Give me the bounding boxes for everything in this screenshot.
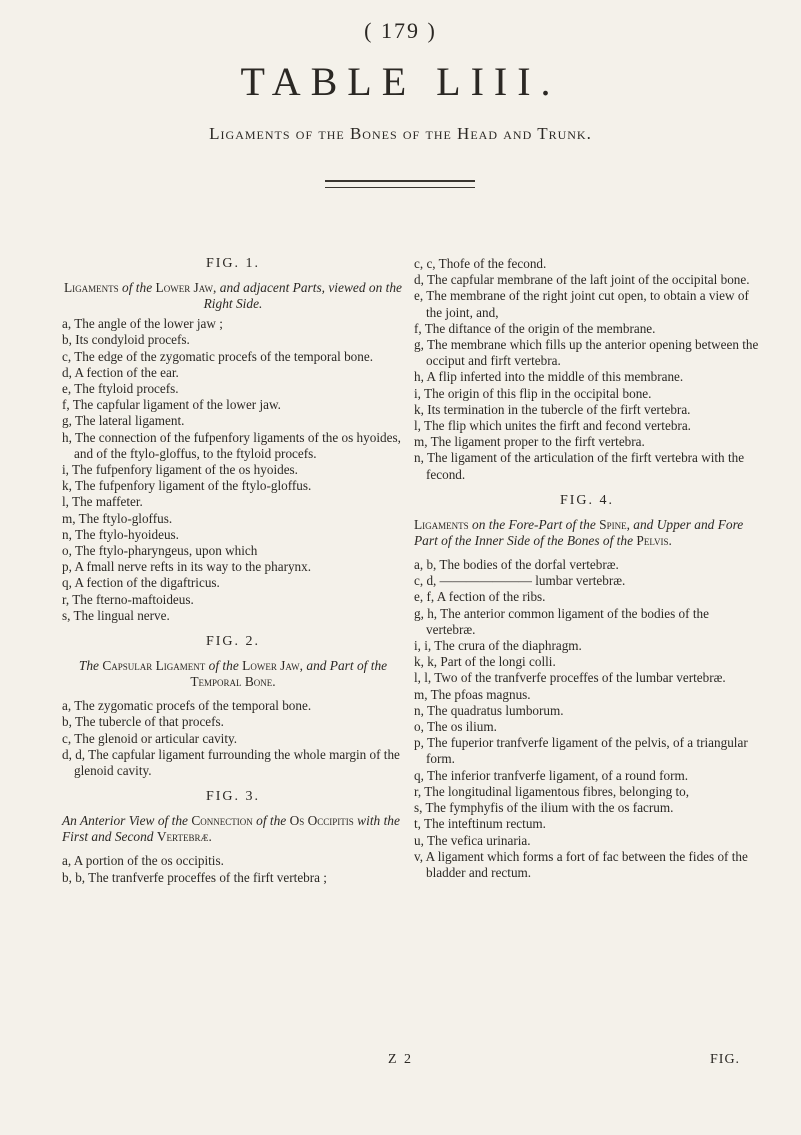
- list-item: c, c, Thofe of the fecond.: [414, 256, 547, 271]
- list-item: v, A ligament which forms a fort of fac between the fides of the bladder and rectum.: [414, 848, 748, 880]
- fig2-heading-caps: Capsular Ligament: [102, 658, 206, 674]
- fig4-label: FIG. 4.: [559, 492, 615, 508]
- list-item: c, The edge of the zygomatic procefs of the temporal bone.: [62, 348, 374, 364]
- list-item: n, The quadratus lumborum.: [414, 702, 564, 718]
- list-item: a, b, The bodies of the dorfal vertebræ.: [414, 557, 619, 573]
- fig4-heading-on: on the Fore-Part of the: [472, 517, 596, 533]
- list-item: e, The membrane of the right joint cut open, to obtain a view of the joint, and,: [414, 288, 749, 320]
- list-item: f, The capfular ligament of the lower jaw.: [62, 397, 281, 413]
- title-rule: [325, 180, 475, 188]
- list-item: i, i, The crura of the diaphragm.: [414, 638, 582, 654]
- fig3-heading-caps3: Vertebræ.: [156, 829, 212, 845]
- fig1-heading: [62, 280, 404, 312]
- list-item: p, A fmall nerve refts in its way to the pharynx.: [62, 559, 312, 575]
- right-column: [414, 256, 760, 881]
- list-item: a, The zygomatic procefs of the temporal bone.: [62, 698, 312, 714]
- fig4-heading-and: and Upper and Fore Part of the Inner Side of the Bones of the: [414, 517, 744, 549]
- fig2-heading-of: of the: [208, 658, 239, 674]
- list-item: e, f, A fection of the ribs.: [414, 589, 546, 605]
- fig3-list-left: [62, 853, 404, 885]
- list-item: d, The capfular membrane of the laft joint of the occipital bone.: [414, 272, 750, 288]
- page-subtitle: Ligaments of the Bones of the Head and Trunk.: [209, 124, 592, 143]
- list-item: f, The diftance of the origin of the membrane.: [414, 320, 656, 336]
- list-item: m, The ftylo-gloffus.: [62, 510, 173, 526]
- list-item: r, The fterno-maftoideus.: [62, 591, 194, 607]
- list-item: b, b, The tranfverfe proceffes of the firft vertebra ;: [62, 869, 327, 885]
- list-item: l, The maffeter.: [62, 494, 143, 510]
- list-item: b, The tubercle of that procefs.: [62, 714, 224, 730]
- page-number: ( 179 ): [364, 18, 437, 43]
- list-item: q, A fection of the digaftricus.: [62, 575, 220, 591]
- list-item: o, The os ilium.: [414, 719, 497, 735]
- list-item: c, d, ——————— lumbar vertebræ.: [414, 573, 626, 589]
- left-column: [62, 256, 404, 886]
- signature-mark: Z 2: [388, 1052, 414, 1067]
- list-item: d, A fection of the ear.: [62, 364, 179, 380]
- list-item: g, The lateral ligament.: [62, 413, 185, 429]
- fig1-heading-rest: and adjacent Parts, viewed on the Right Side.: [203, 280, 402, 312]
- fig2-heading-caps3: Temporal Bone.: [190, 674, 276, 690]
- fig3-heading-caps2: Os Occipitis: [289, 813, 354, 829]
- list-item: i, The origin of this flip in the occipital bone.: [414, 385, 652, 401]
- list-item: o, The ftylo-pharyngeus, upon which: [62, 543, 258, 559]
- list-item: h, The connection of the fufpenfory ligaments of the os hyoides, and of the ftylo-gloffus, to the ftyloid procefs.: [62, 429, 401, 461]
- table-title: TABLE LIII.: [240, 59, 561, 104]
- catchword: FIG.: [710, 1052, 741, 1067]
- fig1-heading-of: of the: [122, 280, 153, 296]
- fig4-heading: [414, 517, 760, 549]
- list-item: k, k, Part of the longi colli.: [414, 654, 556, 670]
- fig3-heading-caps: Connection: [191, 813, 253, 829]
- list-item: h, A flip inferted into the middle of this membrane.: [414, 369, 684, 385]
- list-item: a, A portion of the os occipitis.: [62, 853, 224, 869]
- fig2-label: FIG. 2.: [205, 634, 261, 650]
- fig2-list: [62, 698, 404, 779]
- list-item: g, h, The anterior common ligament of the bodies of the vertebræ.: [414, 605, 709, 637]
- list-item: k, Its termination in the tubercle of the firft vertebra.: [414, 401, 691, 417]
- list-item: p, The fuperior tranfverfe ligament of the pelvis, of a triangular form.: [414, 735, 748, 767]
- fig2-heading-a: The: [78, 658, 99, 674]
- fig3-label: FIG. 3.: [205, 789, 261, 805]
- list-item: e, The ftyloid procefs.: [62, 381, 179, 397]
- fig2-heading-caps2: Lower Jaw,: [242, 658, 304, 674]
- list-item: k, The fufpenfory ligament of the ftylo-gloffus.: [62, 478, 312, 494]
- list-item: l, l, Two of the tranfverfe proceffes of the lumbar vertebræ.: [414, 670, 726, 686]
- list-item: c, The glenoid or articular cavity.: [62, 730, 238, 746]
- list-item: m, The ligament proper to the firft vertebra.: [414, 434, 645, 450]
- fig4-heading-caps3: Pelvis.: [636, 533, 672, 549]
- fig4-list: [414, 557, 760, 881]
- list-item: l, The flip which unites the firft and fecond vertebra.: [414, 418, 691, 434]
- list-item: s, The lingual nerve.: [62, 607, 170, 623]
- fig3-heading-a: An Anterior View of the: [62, 813, 188, 829]
- fig2-heading-and: and Part of the: [306, 658, 388, 674]
- fig3-list-right: [414, 256, 760, 483]
- fig4-heading-caps: Ligaments: [414, 517, 469, 533]
- list-item: n, The ligament of the articulation of the firft vertebra with the fecond.: [414, 450, 745, 482]
- list-item: g, The membrane which fills up the anterior opening between the occiput and firft vertebra.: [414, 337, 759, 369]
- fig3-heading-with: with the First and Second: [62, 813, 400, 845]
- list-item: n, The ftylo-hyoideus.: [62, 526, 179, 542]
- fig4-heading-caps2: Spine,: [599, 517, 630, 533]
- fig1-label: FIG. 1.: [205, 256, 261, 271]
- list-item: i, The fufpenfory ligament of the os hyoides.: [62, 462, 298, 478]
- list-item: u, The vefica urinaria.: [414, 832, 531, 848]
- list-item: q, The inferior tranfverfe ligament, of a round form.: [414, 767, 689, 783]
- list-item: r, The longitudinal ligamentous fibres, belonging to,: [414, 783, 690, 799]
- fig2-heading: [62, 658, 404, 690]
- fig3-heading-of: of the: [256, 813, 287, 829]
- fig3-heading: [62, 813, 404, 845]
- fig1-heading-caps: Ligaments: [64, 280, 119, 296]
- fig1-heading-caps2: Lower Jaw,: [155, 280, 217, 296]
- list-item: s, The fymphyfis of the ilium with the os facrum.: [414, 800, 674, 816]
- list-item: d, d, The capfular ligament furrounding the whole margin of the glenoid cavity.: [62, 746, 400, 779]
- fig1-list: [62, 316, 404, 624]
- list-item: b, Its condyloid procefs.: [62, 332, 190, 348]
- list-item: a, The angle of the lower jaw ;: [62, 316, 223, 332]
- list-item: m, The pfoas magnus.: [414, 686, 531, 702]
- list-item: t, The inteftinum rectum.: [414, 816, 546, 832]
